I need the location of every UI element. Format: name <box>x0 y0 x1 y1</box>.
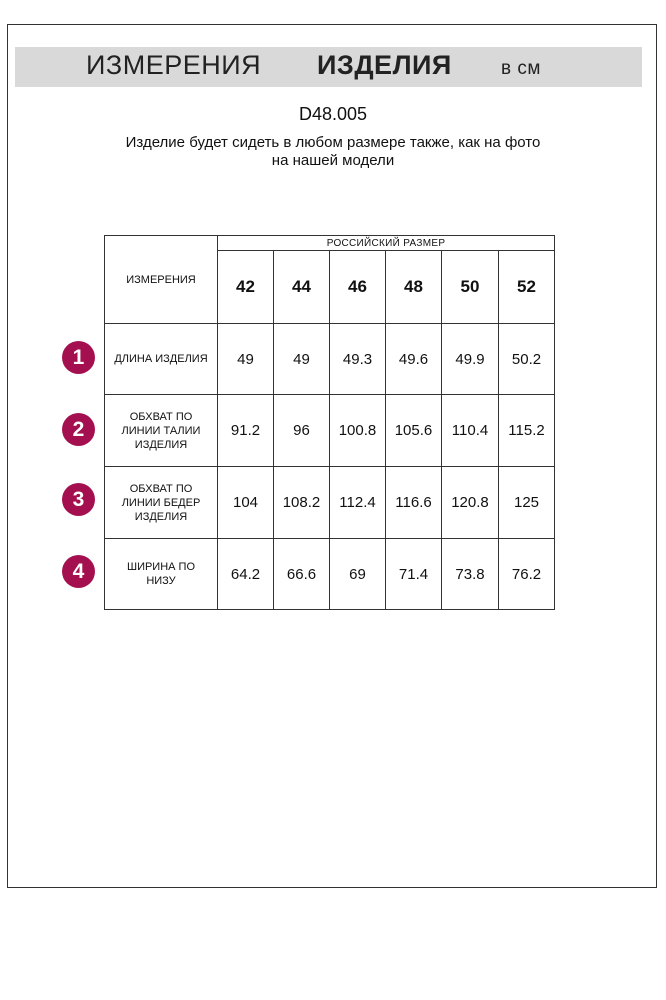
table-cell: 120.8 <box>442 467 499 539</box>
fit-note-line-1: Изделие будет сидеть в любом размере также, как на фото <box>125 134 541 151</box>
size-header: 48 <box>386 251 442 324</box>
row-label-line: ДЛИНА ИЗДЕЛИЯ <box>114 353 208 365</box>
table-cell: 73.8 <box>442 539 499 610</box>
row-label-line: ЛИНИИ БЕДЕР <box>121 496 201 509</box>
row-number-badge: 2 <box>62 413 95 446</box>
table-cell: 49.6 <box>386 324 442 395</box>
table-cell: 104 <box>218 467 274 539</box>
size-header: 42 <box>218 251 274 324</box>
row-label <box>105 395 218 467</box>
table-cell: 91.2 <box>218 395 274 467</box>
row-label <box>105 539 218 610</box>
corner-label: ИЗМЕРЕНИЯ <box>105 236 218 324</box>
header-product: ИЗДЕЛИЯ <box>317 50 452 80</box>
table-cell: 116.6 <box>386 467 442 539</box>
table-cell: 49 <box>218 324 274 395</box>
fit-note <box>60 134 606 170</box>
row-number-badge: 4 <box>62 555 95 588</box>
table-cell: 49.3 <box>330 324 386 395</box>
table-cell: 66.6 <box>274 539 330 610</box>
table-cell: 110.4 <box>442 395 499 467</box>
table-cell: 105.6 <box>386 395 442 467</box>
table-row <box>105 324 555 395</box>
table-row <box>105 395 555 467</box>
row-label <box>105 324 218 395</box>
table-cell: 108.2 <box>274 467 330 539</box>
table-cell: 112.4 <box>330 467 386 539</box>
header-unit: в см <box>501 58 541 79</box>
table-cell: 76.2 <box>499 539 555 610</box>
row-label <box>105 467 218 539</box>
row-label-line: ИЗДЕЛИЯ <box>134 438 188 451</box>
table-cell: 100.8 <box>330 395 386 467</box>
row-number-badge: 3 <box>62 483 95 516</box>
header-measurements: ИЗМЕРЕНИЯ <box>86 50 262 80</box>
row-label-line: ЛИНИИ ТАЛИИ <box>121 424 201 437</box>
row-number-badge: 1 <box>62 341 95 374</box>
table-cell: 71.4 <box>386 539 442 610</box>
table-cell: 69 <box>330 539 386 610</box>
table-row <box>105 467 555 539</box>
table-cell: 96 <box>274 395 330 467</box>
row-label-line: ОБХВАТ ПО <box>129 410 193 423</box>
row-label-line: ОБХВАТ ПО <box>129 482 193 495</box>
table-cell: 64.2 <box>218 539 274 610</box>
table-cell: 49.9 <box>442 324 499 395</box>
row-label-line: НИЗУ <box>146 575 176 587</box>
size-group-label: РОССИЙСКИЙ РАЗМЕР <box>218 236 555 251</box>
fit-note-line-2: на нашей модели <box>271 152 395 169</box>
size-header: 52 <box>499 251 555 324</box>
table-row <box>105 539 555 610</box>
table-cell: 125 <box>499 467 555 539</box>
size-table <box>104 235 555 610</box>
size-header: 46 <box>330 251 386 324</box>
model-code: D48.005 <box>298 104 368 124</box>
size-header: 50 <box>442 251 499 324</box>
row-label-line: ШИРИНА ПО <box>126 561 196 573</box>
size-header: 44 <box>274 251 330 324</box>
table-cell: 49 <box>274 324 330 395</box>
row-label-line: ИЗДЕЛИЯ <box>134 510 188 523</box>
table-cell: 50.2 <box>499 324 555 395</box>
table-cell: 115.2 <box>499 395 555 467</box>
